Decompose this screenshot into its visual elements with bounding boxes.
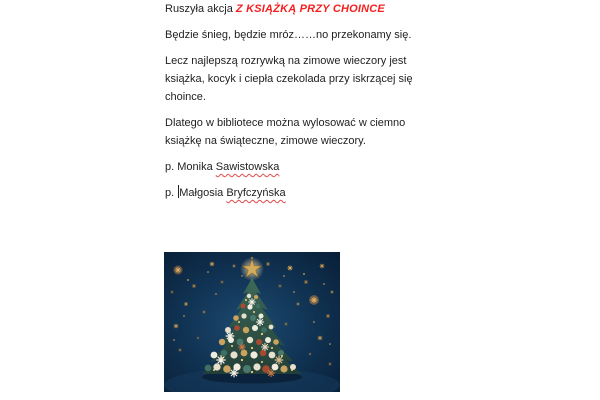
signature-name: Małgosia bbox=[179, 187, 227, 199]
snow-text: Będzie śnieg, będzie mróz……no przekonamy się. bbox=[165, 29, 412, 41]
paragraph-line: książka, kocyk i ciepła czekolada przy iskrzącej się bbox=[165, 73, 413, 85]
paragraph-line: Lecz najlepszą rozrywką na zimowe wieczory jest bbox=[165, 55, 407, 67]
signature-monika[interactable] bbox=[165, 158, 460, 176]
campaign-title-text: Z KSIĄŻKĄ PRZY CHOINCE bbox=[235, 3, 385, 15]
paragraph-line: książkę na świąteczne, zimowe wieczory. bbox=[165, 135, 366, 147]
paragraph-line: Dlatego w bibliotece można wylosować w ciemno bbox=[165, 117, 406, 129]
tree-star-icon bbox=[240, 257, 264, 281]
intro-text: Ruszyła akcja bbox=[165, 3, 236, 15]
christmas-tree-image[interactable] bbox=[164, 252, 340, 392]
paragraph-line: choince. bbox=[165, 91, 206, 103]
signature-prefix: p. bbox=[165, 187, 178, 199]
paragraph-library[interactable] bbox=[165, 114, 460, 150]
paragraph-best-fun[interactable] bbox=[165, 52, 460, 106]
paragraph-snow[interactable] bbox=[165, 26, 460, 44]
surname-sawistowska: Sawistowska bbox=[215, 161, 280, 173]
christmas-tree-illustration bbox=[164, 252, 340, 392]
surname-bryfczynska: Bryfczyńska bbox=[226, 187, 286, 199]
paragraph-intro[interactable] bbox=[165, 0, 460, 18]
document-text-block bbox=[165, 0, 460, 210]
signature-prefix: p. Monika bbox=[165, 161, 216, 173]
signature-malgosia[interactable] bbox=[165, 184, 460, 202]
